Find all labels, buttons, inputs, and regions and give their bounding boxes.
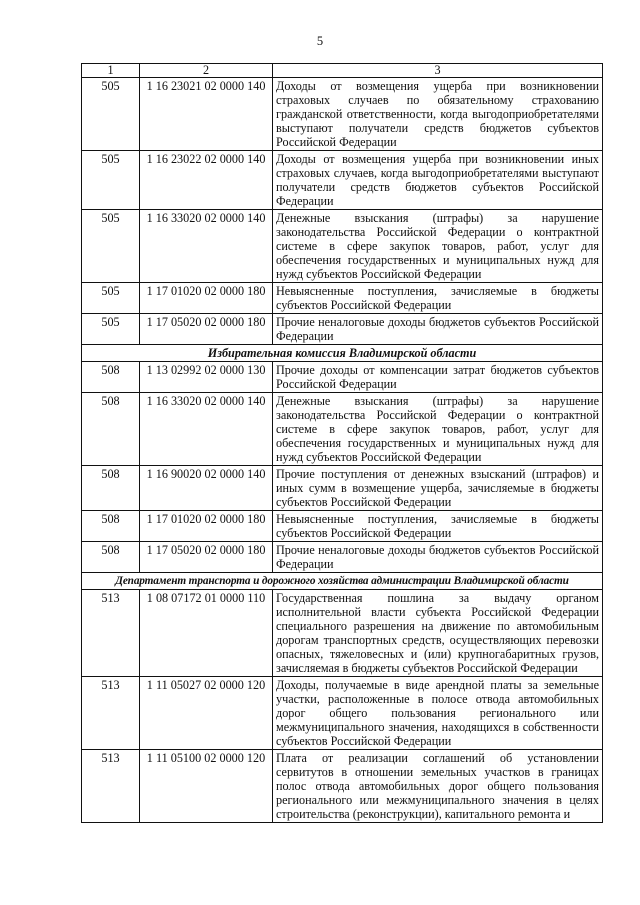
- admin-code-cell: 505: [82, 78, 140, 151]
- revenue-description-cell: Денежные взыскания (штрафы) за нарушение законодательства Российской Федерации о контрактной системе в сфере закупок товаров, работ, услуг для обеспечения государственных и муниципальных нужд для нужд субъектов Российской Федерации: [273, 393, 603, 466]
- revenue-description-cell: Доходы от возмещения ущерба при возникновении страховых случаев по обязательному страхованию гражданской ответственности, когда выгодоприобретателями выступают получатели средств бюджетов субъектов Российской Федерации: [273, 78, 603, 151]
- kbk-code-cell: 1 11 05100 02 0000 120: [140, 750, 273, 823]
- table-header-row: [82, 64, 603, 78]
- kbk-code-cell: 1 13 02992 02 0000 130: [140, 362, 273, 393]
- table-row: [82, 283, 603, 314]
- kbk-code-cell: 1 17 05020 02 0000 180: [140, 542, 273, 573]
- column-header-1: 1: [82, 64, 140, 78]
- revenue-description-cell: Невыясненные поступления, зачисляемые в бюджеты субъектов Российской Федерации: [273, 283, 603, 314]
- admin-code-cell: 508: [82, 466, 140, 511]
- kbk-code-cell: 1 16 23022 02 0000 140: [140, 151, 273, 210]
- table-row: [82, 314, 603, 345]
- table-body: [82, 64, 603, 823]
- table-row: [82, 542, 603, 573]
- table-row: [82, 78, 603, 151]
- column-header-3: 3: [273, 64, 603, 78]
- revenue-description-cell: Плата от реализации соглашений об установлении сервитутов в отношении земельных участков в границах полос отвода автомобильных дорог общего пользования регионального или межмуниципального значения в целях строительства (реконструкции), капитального ремонта и: [273, 750, 603, 823]
- page-number: 5: [316, 34, 324, 48]
- table-row: [82, 393, 603, 466]
- section-header-row: [82, 573, 603, 590]
- table-row: [82, 511, 603, 542]
- admin-code-cell: 505: [82, 283, 140, 314]
- table-row: [82, 590, 603, 677]
- kbk-code-cell: 1 17 05020 02 0000 180: [140, 314, 273, 345]
- table-row: [82, 466, 603, 511]
- table-row: [82, 750, 603, 823]
- column-header-2: 2: [140, 64, 273, 78]
- section-title: Департамент транспорта и дорожного хозяйства администрации Владимирской области: [82, 573, 603, 590]
- admin-code-cell: 508: [82, 542, 140, 573]
- kbk-code-cell: 1 11 05027 02 0000 120: [140, 677, 273, 750]
- kbk-code-cell: 1 16 33020 02 0000 140: [140, 393, 273, 466]
- admin-code-cell: 505: [82, 314, 140, 345]
- table-row: [82, 677, 603, 750]
- table-row: [82, 151, 603, 210]
- revenue-code-table: [81, 63, 603, 823]
- revenue-description-cell: Прочие неналоговые доходы бюджетов субъектов Российской Федерации: [273, 314, 603, 345]
- table-row: [82, 210, 603, 283]
- revenue-description-cell: Невыясненные поступления, зачисляемые в бюджеты субъектов Российской Федерации: [273, 511, 603, 542]
- admin-code-cell: 505: [82, 151, 140, 210]
- admin-code-cell: 508: [82, 511, 140, 542]
- kbk-code-cell: 1 08 07172 01 0000 110: [140, 590, 273, 677]
- admin-code-cell: 513: [82, 677, 140, 750]
- section-title: Избирательная комиссия Владимирской области: [82, 345, 603, 362]
- revenue-description-cell: Прочие доходы от компенсации затрат бюджетов субъектов Российской Федерации: [273, 362, 603, 393]
- section-header-row: [82, 345, 603, 362]
- revenue-description-cell: Доходы, получаемые в виде арендной платы за земельные участки, расположенные в полосе отвода автомобильных дорог общего пользования регионального или межмуниципального значения, находящихся в собственности субъектов Российской Федерации: [273, 677, 603, 750]
- kbk-code-cell: 1 17 01020 02 0000 180: [140, 283, 273, 314]
- admin-code-cell: 513: [82, 590, 140, 677]
- admin-code-cell: 505: [82, 210, 140, 283]
- kbk-code-cell: 1 16 90020 02 0000 140: [140, 466, 273, 511]
- admin-code-cell: 513: [82, 750, 140, 823]
- revenue-description-cell: Доходы от возмещения ущерба при возникновении иных страховых случаев, когда выгодоприобретателями выступают получатели средств бюджетов субъектов Российской Федерации: [273, 151, 603, 210]
- kbk-code-cell: 1 16 33020 02 0000 140: [140, 210, 273, 283]
- revenue-description-cell: Государственная пошлина за выдачу органом исполнительной власти субъекта Российской Федерации специального разрешения на движение по автомобильным дорогам транспортных средств, осуществляющих перевозки опасных, тяжеловесных и (или) крупногабаритных грузов, зачисляемая в бюджеты субъектов Российской Федерации: [273, 590, 603, 677]
- kbk-code-cell: 1 16 23021 02 0000 140: [140, 78, 273, 151]
- revenue-description-cell: Денежные взыскания (штрафы) за нарушение законодательства Российской Федерации о контрактной системе в сфере закупок товаров, работ, услуг для обеспечения государственных и муниципальных нужд для нужд субъектов Российской Федерации: [273, 210, 603, 283]
- revenue-description-cell: Прочие поступления от денежных взысканий (штрафов) и иных сумм в возмещение ущерба, зачисляемые в бюджеты субъектов Российской Федерации: [273, 466, 603, 511]
- revenue-description-cell: Прочие неналоговые доходы бюджетов субъектов Российской Федерации: [273, 542, 603, 573]
- table-row: [82, 362, 603, 393]
- admin-code-cell: 508: [82, 362, 140, 393]
- kbk-code-cell: 1 17 01020 02 0000 180: [140, 511, 273, 542]
- admin-code-cell: 508: [82, 393, 140, 466]
